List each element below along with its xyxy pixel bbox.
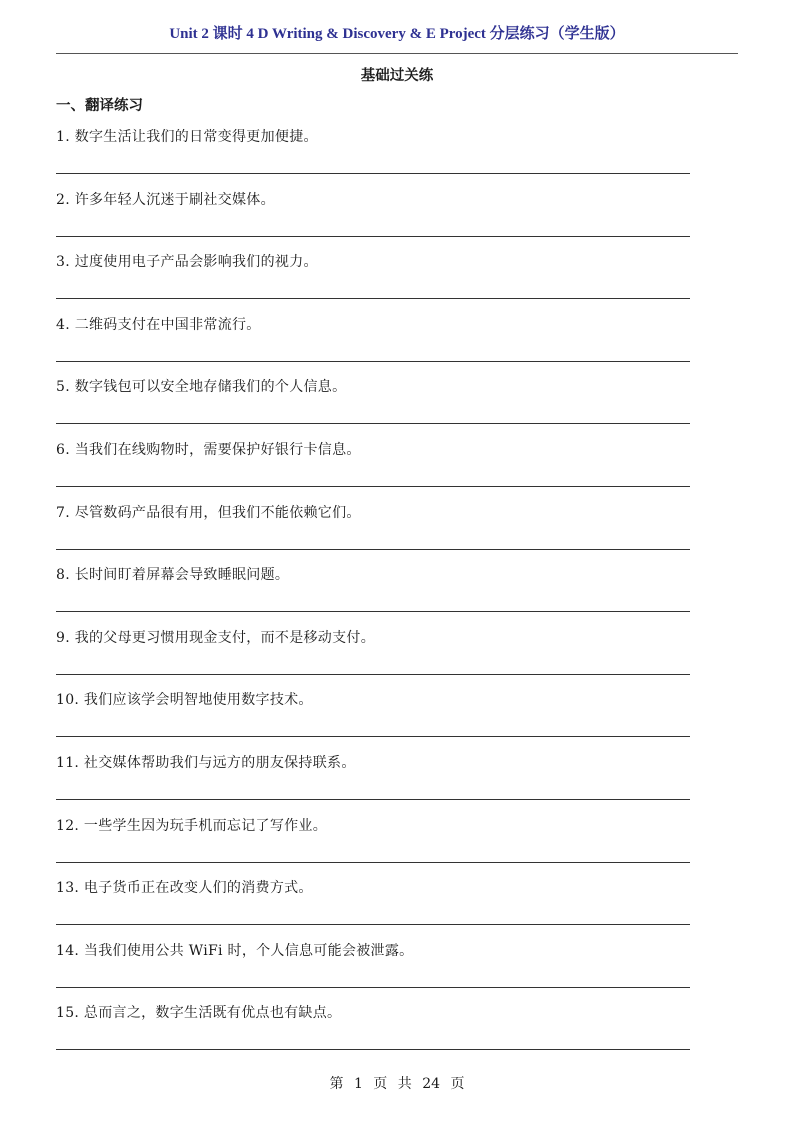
question-item (56, 997, 690, 1060)
question-item (56, 434, 690, 497)
question-item (56, 184, 690, 247)
question-text: 15. 总而言之，数字生活既有优点也有缺点。 (56, 1005, 342, 1022)
question-item (56, 371, 690, 434)
document-header: Unit 2 课时 4 D Writing & Discovery & E Project 分层练习（学生版） (169, 26, 625, 42)
question-item (56, 121, 690, 184)
question-text: 14. 当我们使用公共 WiFi 时，个人信息可能会被泄露。 (56, 942, 414, 959)
question-text: 11. 社交媒体帮助我们与远方的朋友保持联系。 (56, 754, 356, 771)
answer-line[interactable] (56, 298, 690, 299)
question-text: 4. 二维码支付在中国非常流行。 (56, 316, 261, 333)
answer-line[interactable] (56, 799, 690, 800)
question-text: 13. 电子货币正在改变人们的消费方式。 (56, 880, 313, 897)
question-item (56, 684, 690, 747)
part-title: 一、翻译练习 (56, 97, 143, 114)
question-item (56, 309, 690, 372)
question-list (56, 121, 690, 1060)
answer-line[interactable] (56, 987, 690, 988)
answer-line[interactable] (56, 674, 690, 675)
question-text: 3. 过度使用电子产品会影响我们的视力。 (56, 254, 318, 271)
answer-line[interactable] (56, 924, 690, 925)
section-title: 基础过关练 (360, 67, 434, 84)
answer-line[interactable] (56, 423, 690, 424)
page-footer: 第 1 页 共 24 页 (329, 1076, 465, 1092)
question-item (56, 497, 690, 560)
question-text: 10. 我们应该学会明智地使用数字技术。 (56, 692, 313, 709)
answer-line[interactable] (56, 549, 690, 550)
question-item (56, 935, 690, 998)
question-text: 9. 我的父母更习惯用现金支付，而不是移动支付。 (56, 629, 376, 646)
answer-line[interactable] (56, 361, 690, 362)
question-text: 12. 一些学生因为玩手机而忘记了写作业。 (56, 817, 328, 834)
answer-line[interactable] (56, 1049, 690, 1050)
question-text: 2. 许多年轻人沉迷于刷社交媒体。 (56, 191, 275, 208)
answer-line[interactable] (56, 236, 690, 237)
question-item (56, 747, 690, 810)
question-text: 8. 长时间盯着屏幕会导致睡眠问题。 (56, 567, 290, 584)
question-text: 6. 当我们在线购物时，需要保护好银行卡信息。 (56, 441, 361, 458)
answer-line[interactable] (56, 486, 690, 487)
header-divider (56, 53, 738, 54)
answer-line[interactable] (56, 173, 690, 174)
question-item (56, 246, 690, 309)
question-text: 5. 数字钱包可以安全地存储我们的个人信息。 (56, 379, 347, 396)
question-item (56, 559, 690, 622)
answer-line[interactable] (56, 736, 690, 737)
question-text: 1. 数字生活让我们的日常变得更加便捷。 (56, 129, 318, 145)
question-item (56, 810, 690, 873)
question-text: 7. 尽管数码产品很有用，但我们不能依赖它们。 (56, 504, 361, 521)
question-item (56, 872, 690, 935)
answer-line[interactable] (56, 611, 690, 612)
answer-line[interactable] (56, 862, 690, 863)
question-item (56, 622, 690, 685)
